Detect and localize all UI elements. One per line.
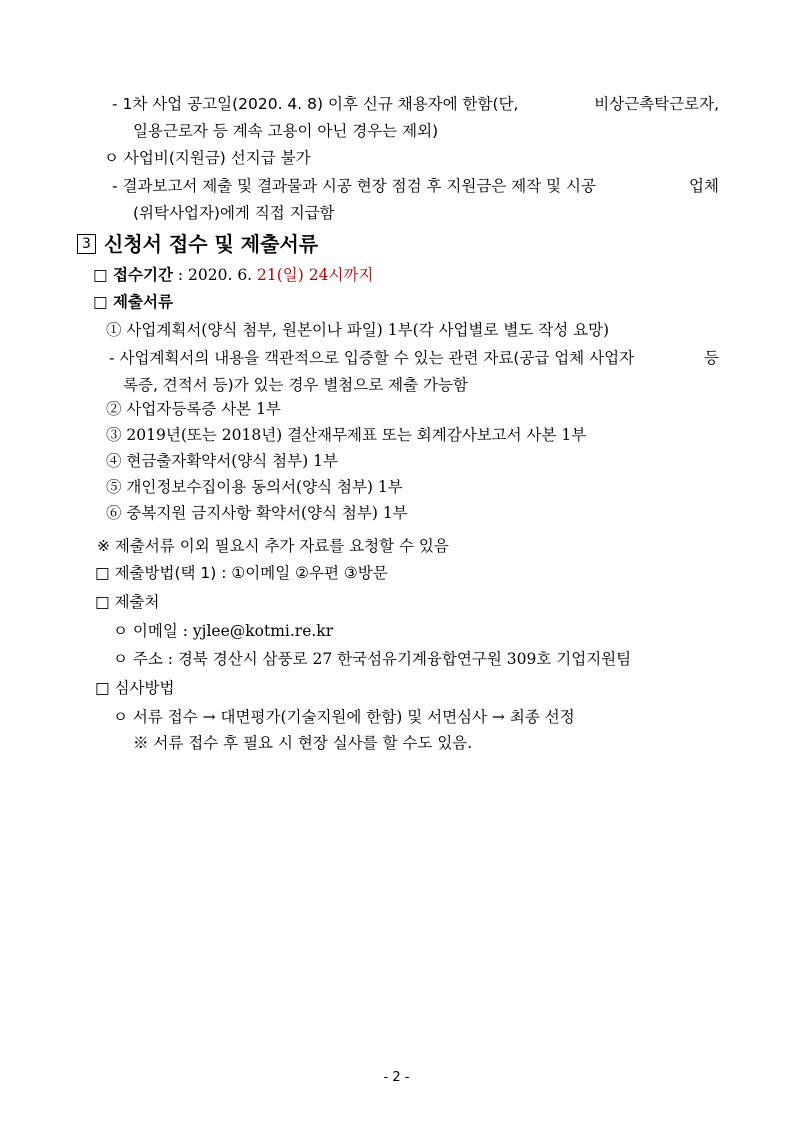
- document-item-1-note-line-1: [109, 348, 719, 368]
- review-label: □ 심사방법: [95, 679, 175, 697]
- period-line: [93, 265, 373, 285]
- document-item-3: ③ 2019년(또는 2018년) 결산재무제표 또는 회계감사보고서 사본 1부: [106, 426, 587, 444]
- document-item-4: ④ 현금출자확약서(양식 첨부) 1부: [106, 452, 338, 470]
- submit-address: ㅇ 주소 : 경북 경산시 삼풍로 27 한국섬유기계융합연구원 309호 기업지원팀: [113, 650, 632, 668]
- payment-line-1-end: 업체: [689, 177, 719, 195]
- eligibility-line-1-main: - 1차 사업 공고일(2020. 4. 8) 이후 신규 채용자에 한함(단,: [112, 95, 519, 113]
- document-item-1: ① 사업계획서(양식 첨부, 원본이나 파일) 1부(각 사업별로 별도 작성 요망): [106, 321, 610, 339]
- document-item-1-note-line-2: 록증, 견적서 등)가 있는 경우 별첨으로 제출 가능함: [123, 376, 468, 394]
- review-flow: ㅇ 서류 접수 → 대면평가(기술지원에 한함) 및 서면심사 → 최종 선정: [113, 708, 575, 726]
- page-number: - 2 -: [383, 1070, 410, 1085]
- extra-docs-note: ※ 제출서류 이외 필요시 추가 자료를 요청할 수 있음: [97, 537, 449, 555]
- eligibility-line-1: [112, 94, 719, 114]
- document-item-5: ⑤ 개인정보수집이용 동의서(양식 첨부) 1부: [106, 478, 403, 496]
- eligibility-line-2: 일용근로자 등 계속 고용이 아닌 경우는 제외): [133, 122, 439, 140]
- period-label: □ 접수기간: [93, 266, 173, 284]
- section-number-box: 3: [77, 234, 96, 254]
- document-item-1-note-main: - 사업계획서의 내용을 객관적으로 입증할 수 있는 관련 자료(공급 업체 사업자: [109, 349, 635, 367]
- document-item-1-note-end: 등: [704, 349, 719, 367]
- eligibility-line-1-end: 비상근촉탁근로자,: [594, 95, 719, 113]
- document-item-6: ⑥ 중복지원 금지사항 확약서(양식 첨부) 1부: [106, 504, 408, 522]
- document-item-2: ② 사업자등록증 사본 1부: [106, 400, 281, 418]
- period-deadline: 21(일) 24시까지: [257, 266, 374, 284]
- payment-line-1: [112, 176, 719, 196]
- payment-line-1-main: - 결과보고서 제출 및 결과물과 시공 현장 점검 후 지원금은 제작 및 시공: [112, 177, 596, 195]
- section-heading: [77, 231, 318, 257]
- section-title: 신청서 접수 및 제출서류: [104, 232, 319, 256]
- submit-method: □ 제출방법(택 1) : ①이메일 ②우편 ③방문: [95, 564, 388, 582]
- period-date: : 2020. 6.: [172, 266, 258, 284]
- submit-to-label: □ 제출처: [95, 593, 160, 611]
- documents-label: □ 제출서류: [93, 293, 173, 311]
- submit-email: ㅇ 이메일 : yjlee@kotmi.re.kr: [113, 622, 334, 640]
- review-note: ※ 서류 접수 후 필요 시 현장 실사를 할 수도 있음.: [133, 734, 473, 752]
- prepay-line: ㅇ 사업비(지원금) 선지급 불가: [104, 149, 311, 167]
- payment-line-2: (위탁사업자)에게 직접 지급함: [133, 204, 335, 222]
